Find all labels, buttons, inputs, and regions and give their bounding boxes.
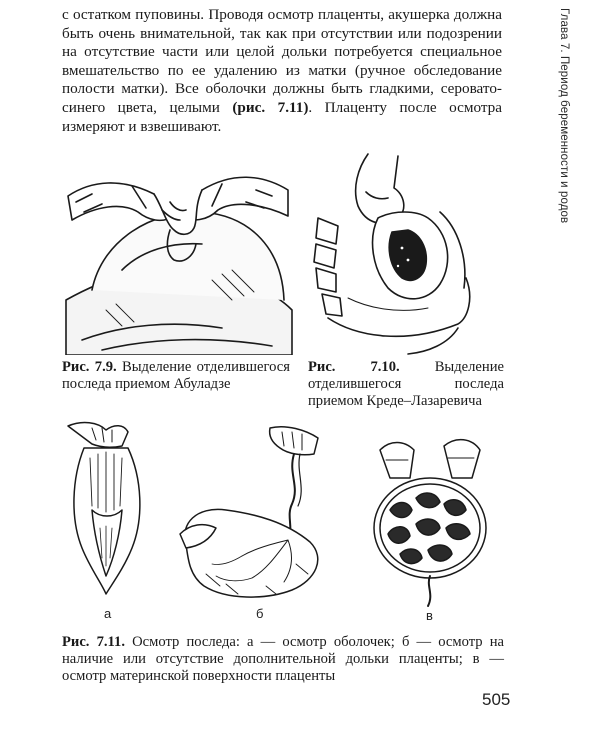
figure-7-10-illustration: [308, 148, 478, 358]
figure-7-11-number: Рис. 7.11.: [62, 634, 125, 650]
figure-7-11b-illustration: [176, 424, 336, 609]
figure-7-9-number: Рис. 7.9.: [62, 359, 117, 375]
figure-7-10-caption: [308, 359, 504, 410]
panel-label-b: б: [256, 606, 264, 621]
figure-7-9-caption-text: Выделение отделившегося последа приемом Абуладзе: [62, 359, 290, 392]
panel-label-a: а: [104, 606, 112, 621]
page-number: 505: [482, 690, 511, 709]
body-text-tail: . Плаценту после осмотра измеряют и взвешивают.: [62, 98, 502, 135]
running-head: Глава 7. Период беременности и родов: [558, 8, 570, 224]
figure-7-11-caption: [62, 634, 504, 685]
figure-7-11-caption-text: Осмотр последа: а — осмотр оболочек; б — осмотр на наличие или отсутствие дополнительной дольки плаценты; в — осмотр материнской поверхности плаценты: [62, 634, 504, 684]
figure-7-10-caption-text: Выделение отделившегося последа приемом Креде–Лазаревича: [308, 359, 504, 409]
body-paragraph: [62, 6, 502, 136]
body-text-lead: с остатком пуповины. Проводя осмотр плаценты, акушерка должна быть очень внимательной, так как при отсутствии или подозрении на отсутствие части или целой дольки потребуется специальное вмешательство по ее удалению из матки (ручное обследование полости матки). Все оболочки должны быть гладкими, серовато-синего цвета, целыми: [62, 6, 502, 116]
figure-7-9-caption: [62, 359, 290, 393]
panel-label-c: в: [426, 608, 433, 623]
figure-reference: (рис. 7.11): [232, 98, 309, 116]
figure-7-9-illustration: [62, 150, 294, 355]
figure-7-11c-illustration: [360, 424, 500, 609]
figure-7-11a-illustration: [62, 418, 162, 598]
figure-7-10-number: Рис. 7.10.: [308, 359, 400, 375]
